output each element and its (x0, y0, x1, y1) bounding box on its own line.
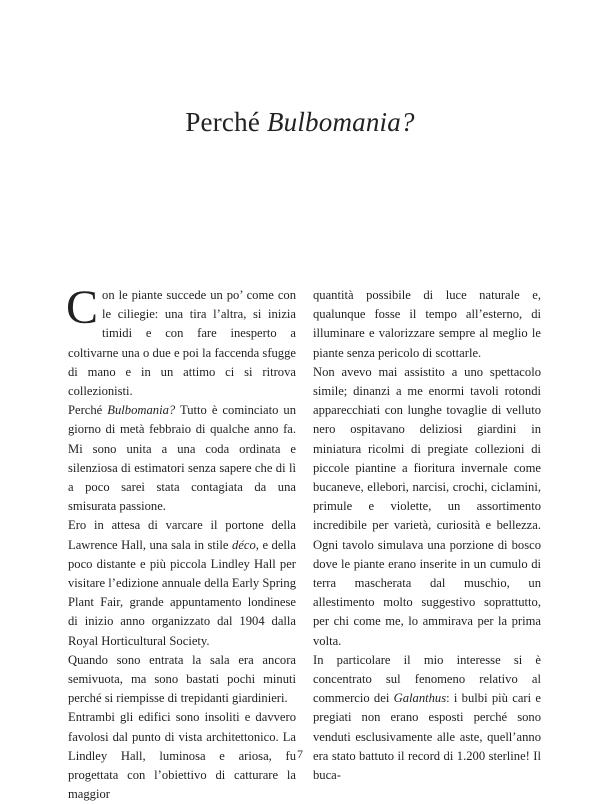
paragraph-text: Non avevo mai assistito a uno spettacolo simile; dinanzi a me enormi tavoli rotondi apparecchiati con lunghe tovaglie di velluto nero ospitavano deliziosi giardini in miniatura ricolmi di pregiate collezioni di piccole piantine a fioritura invernale come bucaneve, ellebori, narcisi, crochi, ciclamini, primule e violette, un assortimento incredibile per varietà, curiosità e bellezza. Ogni tavolo simulava una porzione di bosco dove le piante erano inserite in un cumulo di terra mascherata dal muschio, un allestimento molto suggestivo soprattutto, per chi come me, lo ammirava per la prima volta. (313, 364, 541, 648)
italic-text: Bulbomania? (107, 403, 176, 418)
paragraph-text: Entrambi gli edifici sono insoliti e davvero favolosi dal punto di vista architettonico. La Lindley Hall, luminosa e ariosa, fu progettata con l’obiettivo di catturare la maggior (68, 710, 296, 802)
paragraph (66, 281, 296, 401)
paragraph-text: Ero in attesa di varcare il portone della Lawrence Hall, una sala in stile (68, 518, 296, 552)
drop-cap: C (66, 281, 99, 334)
paragraph (68, 651, 296, 709)
paragraph-text: Tutto è cominciato un giorno di metà febbraio di qualche anno fa. Mi sono unita a una coda ordinata e silenziosa di estimatori senza sapere che di lì a poco sarei stata contagiata da una smisurata passione. (68, 403, 297, 514)
paragraph-text: on le piante succede un po’ come con le ciliegie: una tira l’altra, si inizia timidi e con fare inesperto a coltivarne una o due e poi la faccenda sfugge di mano e in un attimo ci si ritrova collezionisti. (68, 288, 296, 399)
paragraph (313, 286, 541, 363)
paragraph (68, 401, 296, 516)
paragraph-text: : i bulbi più cari e pregiati non erano esposti perché sono venduti esclusivamente alle aste, quell’anno era stato battuto il record di 1.200 sterline! Il buca- (313, 691, 541, 783)
paragraph-text: , e della poco distante e più piccola Lindley Hall per visitare l’edizione annuale della Early Spring Plant Fair, grande appuntamento londinese di inizio anno organizzato dal 1904 dalla Royal Horticultural Society. (68, 537, 297, 648)
paragraph (313, 363, 541, 651)
paragraph-text: In particolare il mio interesse si è concentrato sul fenomeno relativo al commercio dei (313, 652, 541, 706)
page-number: 7 (297, 747, 303, 761)
chapter-title (0, 107, 600, 138)
paragraph-text: quantità possibile di luce naturale e, qualunque fosse il tempo all’esterno, di illuminare e valorizzare sempre al meglio le piante senza pericolo di scottarle. (313, 288, 541, 360)
paragraph (313, 651, 541, 785)
chapter-title-plain: Perché (185, 107, 267, 137)
right-column (313, 286, 541, 785)
paragraph-text: Quando sono entrata la sala era ancora semivuota, ma sono bastati pochi minuti perché si riempisse di trepidanti giardinieri. (68, 652, 296, 706)
paragraph (68, 516, 296, 650)
italic-text: déco (232, 537, 256, 552)
left-column (66, 281, 297, 804)
paragraph-text: Perché (68, 403, 108, 418)
chapter-title-italic: Bulbomania? (266, 107, 415, 137)
italic-text: Galanthus (393, 691, 447, 706)
